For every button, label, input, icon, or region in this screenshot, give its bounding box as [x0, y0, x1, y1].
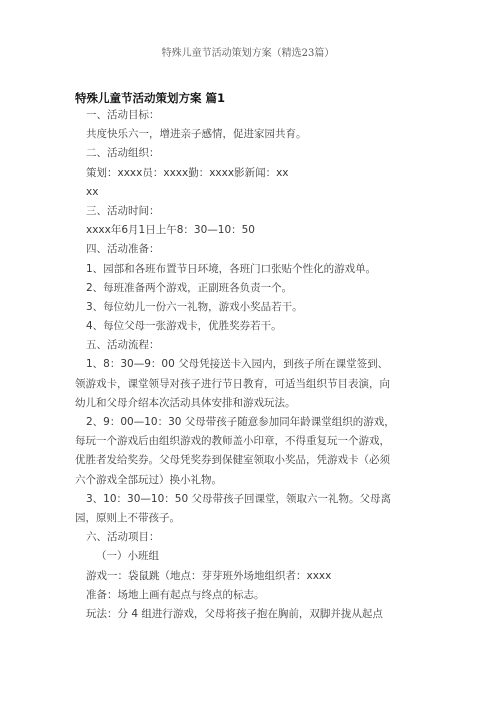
text-line: 1、8：30—9：00 父母凭接送卡入园内，到孩子所在课堂签到、 [86, 358, 389, 371]
text-line: 游戏一：袋鼠跳（地点：芽芽班外场地组织者：xxxx [86, 569, 332, 582]
text-line: 六、活动项目： [86, 531, 160, 544]
text-line: 4、每位父母一张游戏卡，优胜奖券若干。 [86, 320, 282, 333]
text-line: 1、园部和各班布置节日环境，各班门口张贴个性化的游戏单。 [86, 262, 377, 275]
text-line: 3、10：30—10：50 父母带孩子回课堂，领取六一礼物。父母离 [86, 492, 391, 505]
text-line: 一、活动目标： [86, 109, 160, 121]
text-line: （一）小班组 [96, 550, 159, 563]
text-line: 共度快乐六一，增进亲子感情，促进家园共育。 [86, 128, 307, 141]
text-line: 四、活动准备： [86, 243, 160, 256]
text-line: xx [86, 185, 99, 198]
document-header: 特殊儿童节活动策划方案（精选23篇） [161, 48, 335, 59]
text-line: xxxx年6月1日上午8：30—10：50 [86, 224, 255, 237]
text-line: 准备：场地上画有起点与终点的标志。 [86, 588, 265, 601]
text-line: 三、活动时间： [86, 204, 160, 217]
text-line: 领游戏卡，课堂领导对孩子进行节日教育，可适当组织节目表演，向 [75, 377, 390, 390]
text-line: 五、活动流程： [86, 339, 160, 352]
text-line: 园，原则上不带孩子。 [75, 511, 180, 524]
text-line: 策划：xxxx员：xxxx勤：xxxx影新闻：xx [86, 166, 289, 179]
text-line: 3、每位幼儿一份六一礼物，游戏小奖品若干。 [86, 300, 303, 313]
text-line: 2、每班准备两个游戏，正副班各负责一个。 [86, 281, 293, 294]
text-line: 每玩一个游戏后由组织游戏的教师盖小印章，不得重复玩一个游戏， [75, 435, 390, 448]
section-title: 特殊儿童节活动策划方案 篇1 [75, 91, 226, 105]
text-line: 幼儿和父母介绍本次活动具体安排和游戏玩法。 [75, 396, 296, 409]
text-line: 玩法：分 4 组进行游戏，父母将孩子抱在胸前，双脚并拢从起点 [86, 607, 383, 620]
text-line: 六个游戏全部玩过）换小礼物。 [75, 473, 222, 486]
text-line: 2、9：00—10：30 父母带孩子随意参加同年龄课堂组织的游戏， [86, 416, 395, 428]
text-line: 优胜者发给奖券。父母凭奖券到保健室领取小奖品，凭游戏卡（必须 [75, 454, 390, 467]
document-body [75, 106, 421, 624]
text-line: 二、活动组织： [86, 147, 160, 160]
